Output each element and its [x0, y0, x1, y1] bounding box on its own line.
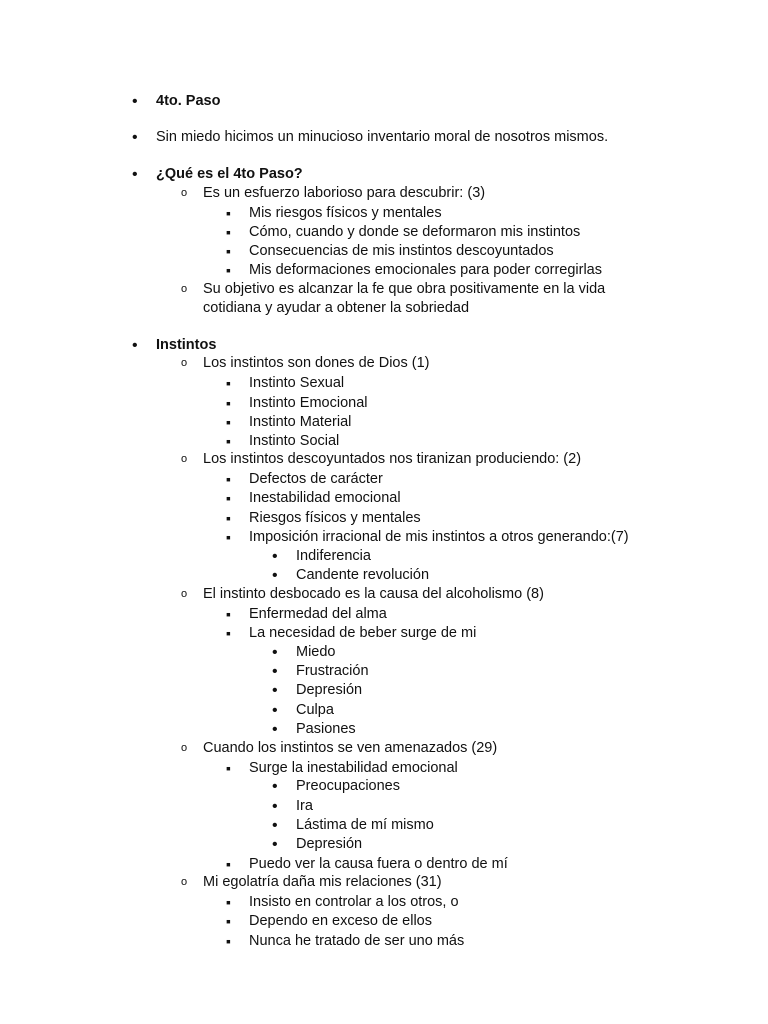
disc-bullet-icon: [272, 777, 278, 796]
circle-bullet-icon: [181, 354, 187, 373]
outline-item-level-4: [0, 547, 768, 566]
outline-item-level-2: [0, 450, 768, 469]
outline-item-level-2: [0, 280, 768, 299]
outline-text: Culpa: [296, 702, 334, 718]
outline-item-level-3: [0, 413, 768, 432]
outline-item-level-3: [0, 261, 768, 280]
outline-text: Consecuencias de mis instintos descoyuntados: [249, 243, 554, 259]
outline-text: Insisto en controlar a los otros, o: [249, 894, 459, 910]
outline-item-level-4: [0, 701, 768, 720]
square-bullet-icon: [226, 242, 231, 261]
square-bullet-icon: [226, 912, 231, 931]
disc-bullet-icon: [272, 835, 278, 854]
section-heading: Instintos: [156, 337, 217, 353]
outline-item-level-3: [0, 624, 768, 643]
outline-item-level-3: [0, 394, 768, 413]
square-bullet-icon: [226, 932, 231, 951]
outline-item-level-4: [0, 816, 768, 835]
outline-item-level-4: [0, 835, 768, 854]
square-bullet-icon: [226, 470, 231, 489]
square-bullet-icon: [226, 432, 231, 451]
section-heading: ¿Qué es el 4to Paso?: [156, 166, 303, 182]
outline-text: Su objetivo es alcanzar la fe que obra positivamente en la vida: [203, 281, 606, 297]
outline-item-level-3: [0, 932, 768, 951]
outline-text: Nunca he tratado de ser uno más: [249, 933, 465, 949]
outline-item-level-2: [0, 873, 768, 892]
square-bullet-icon: [226, 413, 231, 432]
outline-item-level-3: [0, 605, 768, 624]
square-bullet-icon: [226, 223, 231, 242]
disc-bullet-icon: [272, 643, 278, 662]
square-bullet-icon: [226, 528, 231, 547]
outline-text: Lástima de mí mismo: [296, 817, 434, 833]
circle-bullet-icon: [181, 450, 187, 469]
outline-text: Sin miedo hicimos un minucioso inventario moral de nosotros mismos.: [156, 129, 609, 145]
disc-bullet-icon: [272, 681, 278, 700]
outline-text: Instinto Material: [249, 414, 352, 430]
circle-bullet-icon: [181, 280, 187, 299]
circle-bullet-icon: [181, 184, 187, 203]
outline-text: Los instintos son dones de Dios (1): [203, 355, 430, 371]
outline-text: Dependo en exceso de ellos: [249, 913, 432, 929]
outline-item-level-1: [0, 336, 768, 355]
outline-text: Instinto Social: [249, 433, 340, 449]
outline-text: Mi egolatría daña mis relaciones (31): [203, 874, 442, 890]
outline-item-level-1: [0, 165, 768, 184]
square-bullet-icon: [226, 624, 231, 643]
outline-text: Frustración: [296, 663, 369, 679]
outline-text: Cómo, cuando y donde se deformaron mis instintos: [249, 224, 581, 240]
outline-text: Pasiones: [296, 721, 356, 737]
outline-item-level-4: [0, 643, 768, 662]
outline-text: Puedo ver la causa fuera o dentro de mí: [249, 856, 508, 872]
outline-item-level-3: [0, 432, 768, 451]
square-bullet-icon: [226, 855, 231, 874]
outline-text: Instinto Sexual: [249, 375, 345, 391]
outline-item-level-3: [0, 223, 768, 242]
outline-text: El instinto desbocado es la causa del alcoholismo (8): [203, 586, 544, 602]
outline-text: Es un esfuerzo laborioso para descubrir: (3): [203, 185, 486, 201]
square-bullet-icon: [226, 261, 231, 280]
outline-text: cotidiana y ayudar a obtener la sobriedad: [203, 300, 470, 316]
disc-bullet-icon: [272, 797, 278, 816]
outline-text: Inestabilidad emocional: [249, 490, 401, 506]
outline-text: Cuando los instintos se ven amenazados (29): [203, 740, 498, 756]
outline-text: Preocupaciones: [296, 778, 400, 794]
outline-text: Ira: [296, 798, 313, 814]
outline-text: Candente revolución: [296, 567, 430, 583]
outline-text: Depresión: [296, 836, 363, 852]
outline-item-level-2: [0, 585, 768, 604]
outline-item-level-2: [0, 184, 768, 203]
outline-item-level-3: [0, 759, 768, 778]
outline-item-level-4: [0, 720, 768, 739]
square-bullet-icon: [226, 605, 231, 624]
outline-text: Surge la inestabilidad emocional: [249, 760, 458, 776]
outline-item-level-4: [0, 777, 768, 796]
square-bullet-icon: [226, 204, 231, 223]
outline-item-level-3: [0, 893, 768, 912]
disc-bullet-icon: [272, 720, 278, 739]
outline-item-level-4: [0, 681, 768, 700]
square-bullet-icon: [226, 489, 231, 508]
disc-bullet-icon: [272, 662, 278, 681]
outline-item-level-3: [0, 855, 768, 874]
outline-item-level-2: [0, 354, 768, 373]
outline-text: Mis deformaciones emocionales para poder corregirlas: [249, 262, 602, 278]
outline-text: Riesgos físicos y mentales: [249, 510, 421, 526]
square-bullet-icon: [226, 509, 231, 528]
disc-bullet-icon: [272, 816, 278, 835]
outline-item-level-4: [0, 662, 768, 681]
outline-item-level-3: [0, 489, 768, 508]
outline-item-level-3: [0, 204, 768, 223]
outline-text: La necesidad de beber surge de mi: [249, 625, 477, 641]
outline-text: Depresión: [296, 682, 363, 698]
outline-item-level-3: [0, 470, 768, 489]
outline-item-level-3: [0, 509, 768, 528]
circle-bullet-icon: [181, 739, 187, 758]
outline-item-level-2: [0, 299, 768, 318]
square-bullet-icon: [226, 759, 231, 778]
outline-item-level-3: [0, 912, 768, 931]
outline-text: Mis riesgos físicos y mentales: [249, 205, 442, 221]
outline-text: Miedo: [296, 644, 336, 660]
outline-item-level-1: [0, 92, 768, 111]
outline-text: Enfermedad del alma: [249, 606, 387, 622]
disc-bullet-icon: [132, 336, 138, 355]
disc-bullet-icon: [272, 566, 278, 585]
disc-bullet-icon: [272, 701, 278, 720]
outline-text: Imposición irracional de mis instintos a otros generando:(7): [249, 529, 629, 545]
disc-bullet-icon: [272, 547, 278, 566]
outline-text: Indiferencia: [296, 548, 371, 564]
disc-bullet-icon: [132, 128, 138, 147]
outline-item-level-3: [0, 528, 768, 547]
square-bullet-icon: [226, 394, 231, 413]
outline-item-level-2: [0, 739, 768, 758]
outline-text: Defectos de carácter: [249, 471, 383, 487]
circle-bullet-icon: [181, 873, 187, 892]
outline-item-level-3: [0, 374, 768, 393]
disc-bullet-icon: [132, 165, 138, 184]
section-heading: 4to. Paso: [156, 93, 221, 109]
circle-bullet-icon: [181, 585, 187, 604]
square-bullet-icon: [226, 374, 231, 393]
outline-item-level-1: [0, 128, 768, 147]
outline-item-level-4: [0, 566, 768, 585]
outline-text: Los instintos descoyuntados nos tiranizan produciendo: (2): [203, 451, 582, 467]
outline-text: Instinto Emocional: [249, 395, 368, 411]
disc-bullet-icon: [132, 92, 138, 111]
square-bullet-icon: [226, 893, 231, 912]
outline-item-level-3: [0, 242, 768, 261]
outline-item-level-4: [0, 797, 768, 816]
